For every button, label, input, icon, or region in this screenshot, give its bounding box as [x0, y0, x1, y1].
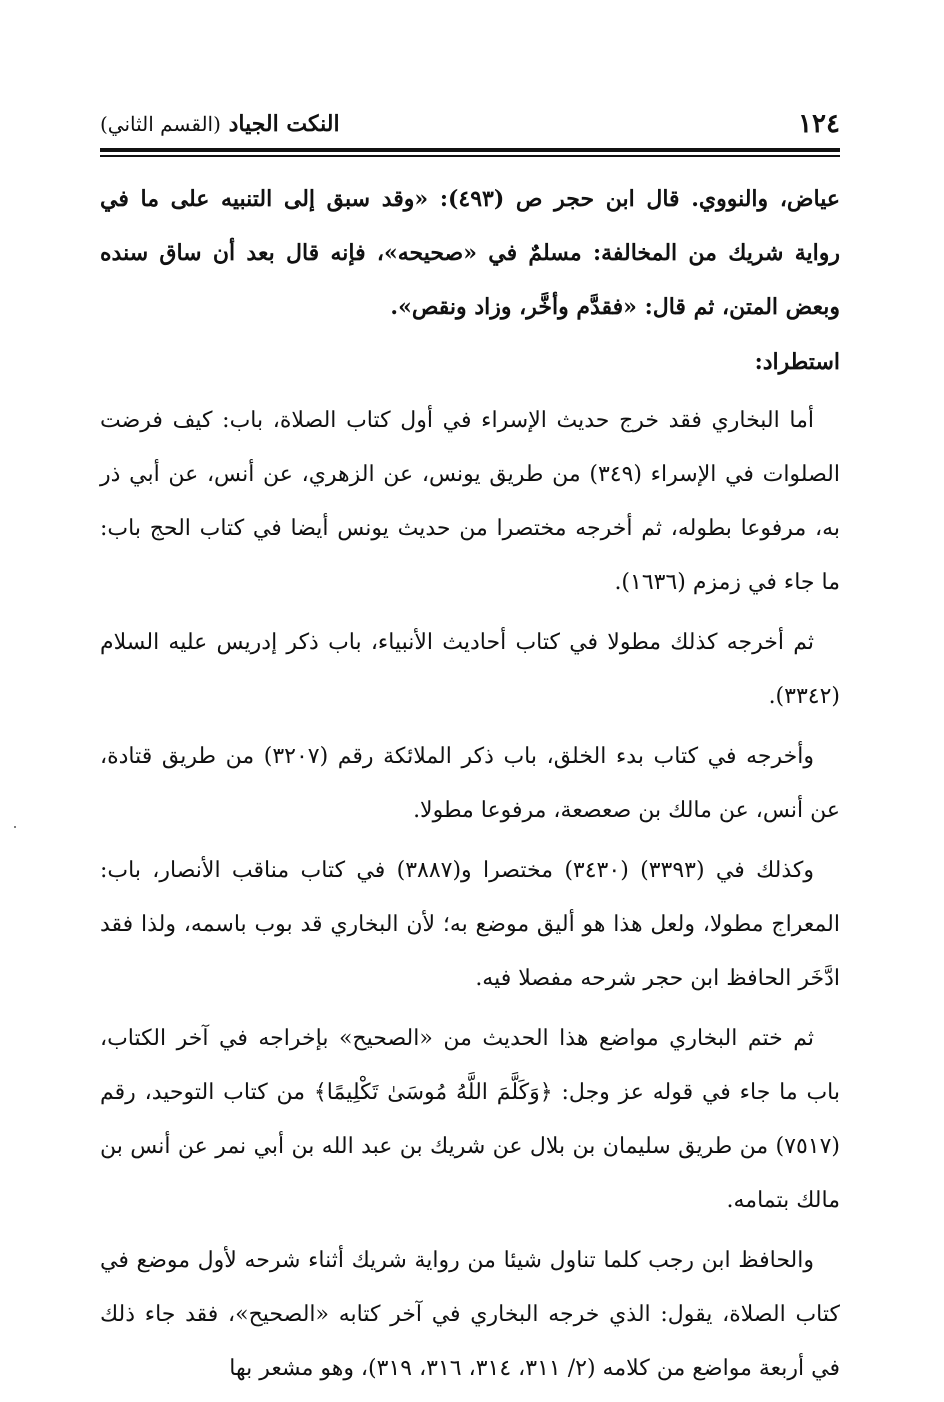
paragraph-2: ثم أخرجه كذلك مطولا في كتاب أحاديث الأنبياء، باب ذكر إدريس عليه السلام (٣٣٤٢).: [100, 630, 840, 709]
book-title: [100, 111, 340, 137]
section-heading: استطراد:: [754, 349, 840, 375]
intro-paragraph: عياض، والنووي. قال ابن حجر ص (٤٩٣): «وقد سبق إلى التنبيه على ما في رواية شريك من المخالفة: مسلمٌ في «صحيحه»، فإنه قال بعد أن ساق سنده وبعض المتن، ثم قال: «فقدَّم وأخَّر، وزاد ونقص».: [100, 186, 840, 320]
header-rule-thin: [100, 155, 840, 157]
book-title-part: (القسم الثاني): [100, 112, 221, 136]
paragraph-5: ثم ختم البخاري مواضع هذا الحديث من «الصحيح» بإخراجه في آخر الكتاب، باب ما جاء في قوله عز وجل: ﴿وَكَلَّمَ اللَّهُ مُوسَىٰ تَكْلِيمًا﴾ من كتاب التوحيد، رقم (٧٥١٧) من طريق سليمان بن بلال عن شريك بن عبد الله بن أبي نمر عن أنس بن مالك بتمامه.: [100, 1026, 840, 1213]
paragraph-1: أما البخاري فقد خرج حديث الإسراء في أول كتاب الصلاة، باب: كيف فرضت الصلوات في الإسراء (٣٤٩) من طريق يونس، عن الزهري، عن أنس، عن أبي ذر به، مرفوعا بطوله، ثم أخرجه مختصرا من حديث يونس أيضا في كتاب الحج باب: ما جاء في زمزم (١٦٣٦).: [100, 408, 840, 595]
running-header: [100, 104, 840, 144]
book-page: [100, 0, 840, 1388]
header-rule-thick: [100, 148, 840, 152]
paragraph-6: والحافظ ابن رجب كلما تناول شيئا من رواية شريك أثناء شرحه لأول موضع في كتاب الصلاة، يقول: الذي خرجه البخاري في آخر كتابه «الصحيح»، فقد جاء ذلك في أربعة مواضع من كلامه (٢/ ٣١١، ٣١٤، ٣١٦، ٣١٩)، وهو مشعر بها: [100, 1248, 840, 1381]
page-number: ١٢٤: [798, 109, 840, 139]
page-content: [100, 172, 840, 1402]
book-title-main: النكت الجياد: [228, 111, 340, 137]
scan-speck: [14, 826, 16, 828]
paragraph-3: وأخرجه في كتاب بدء الخلق، باب ذكر الملائكة رقم (٣٢٠٧) من طريق قتادة، عن أنس، عن مالك بن صعصعة، مرفوعا مطولا.: [100, 744, 840, 823]
paragraph-4: وكذلك في (٣٣٩٣) (٣٤٣٠) مختصرا و(٣٨٨٧) في كتاب مناقب الأنصار، باب: المعراج مطولا، ولعل هذا هو أليق موضع به؛ لأن البخاري قد بوب باسمه، ولذا فقد ادَّخَر الحافظ ابن حجر شرحه مفصلا فيه.: [100, 858, 840, 991]
